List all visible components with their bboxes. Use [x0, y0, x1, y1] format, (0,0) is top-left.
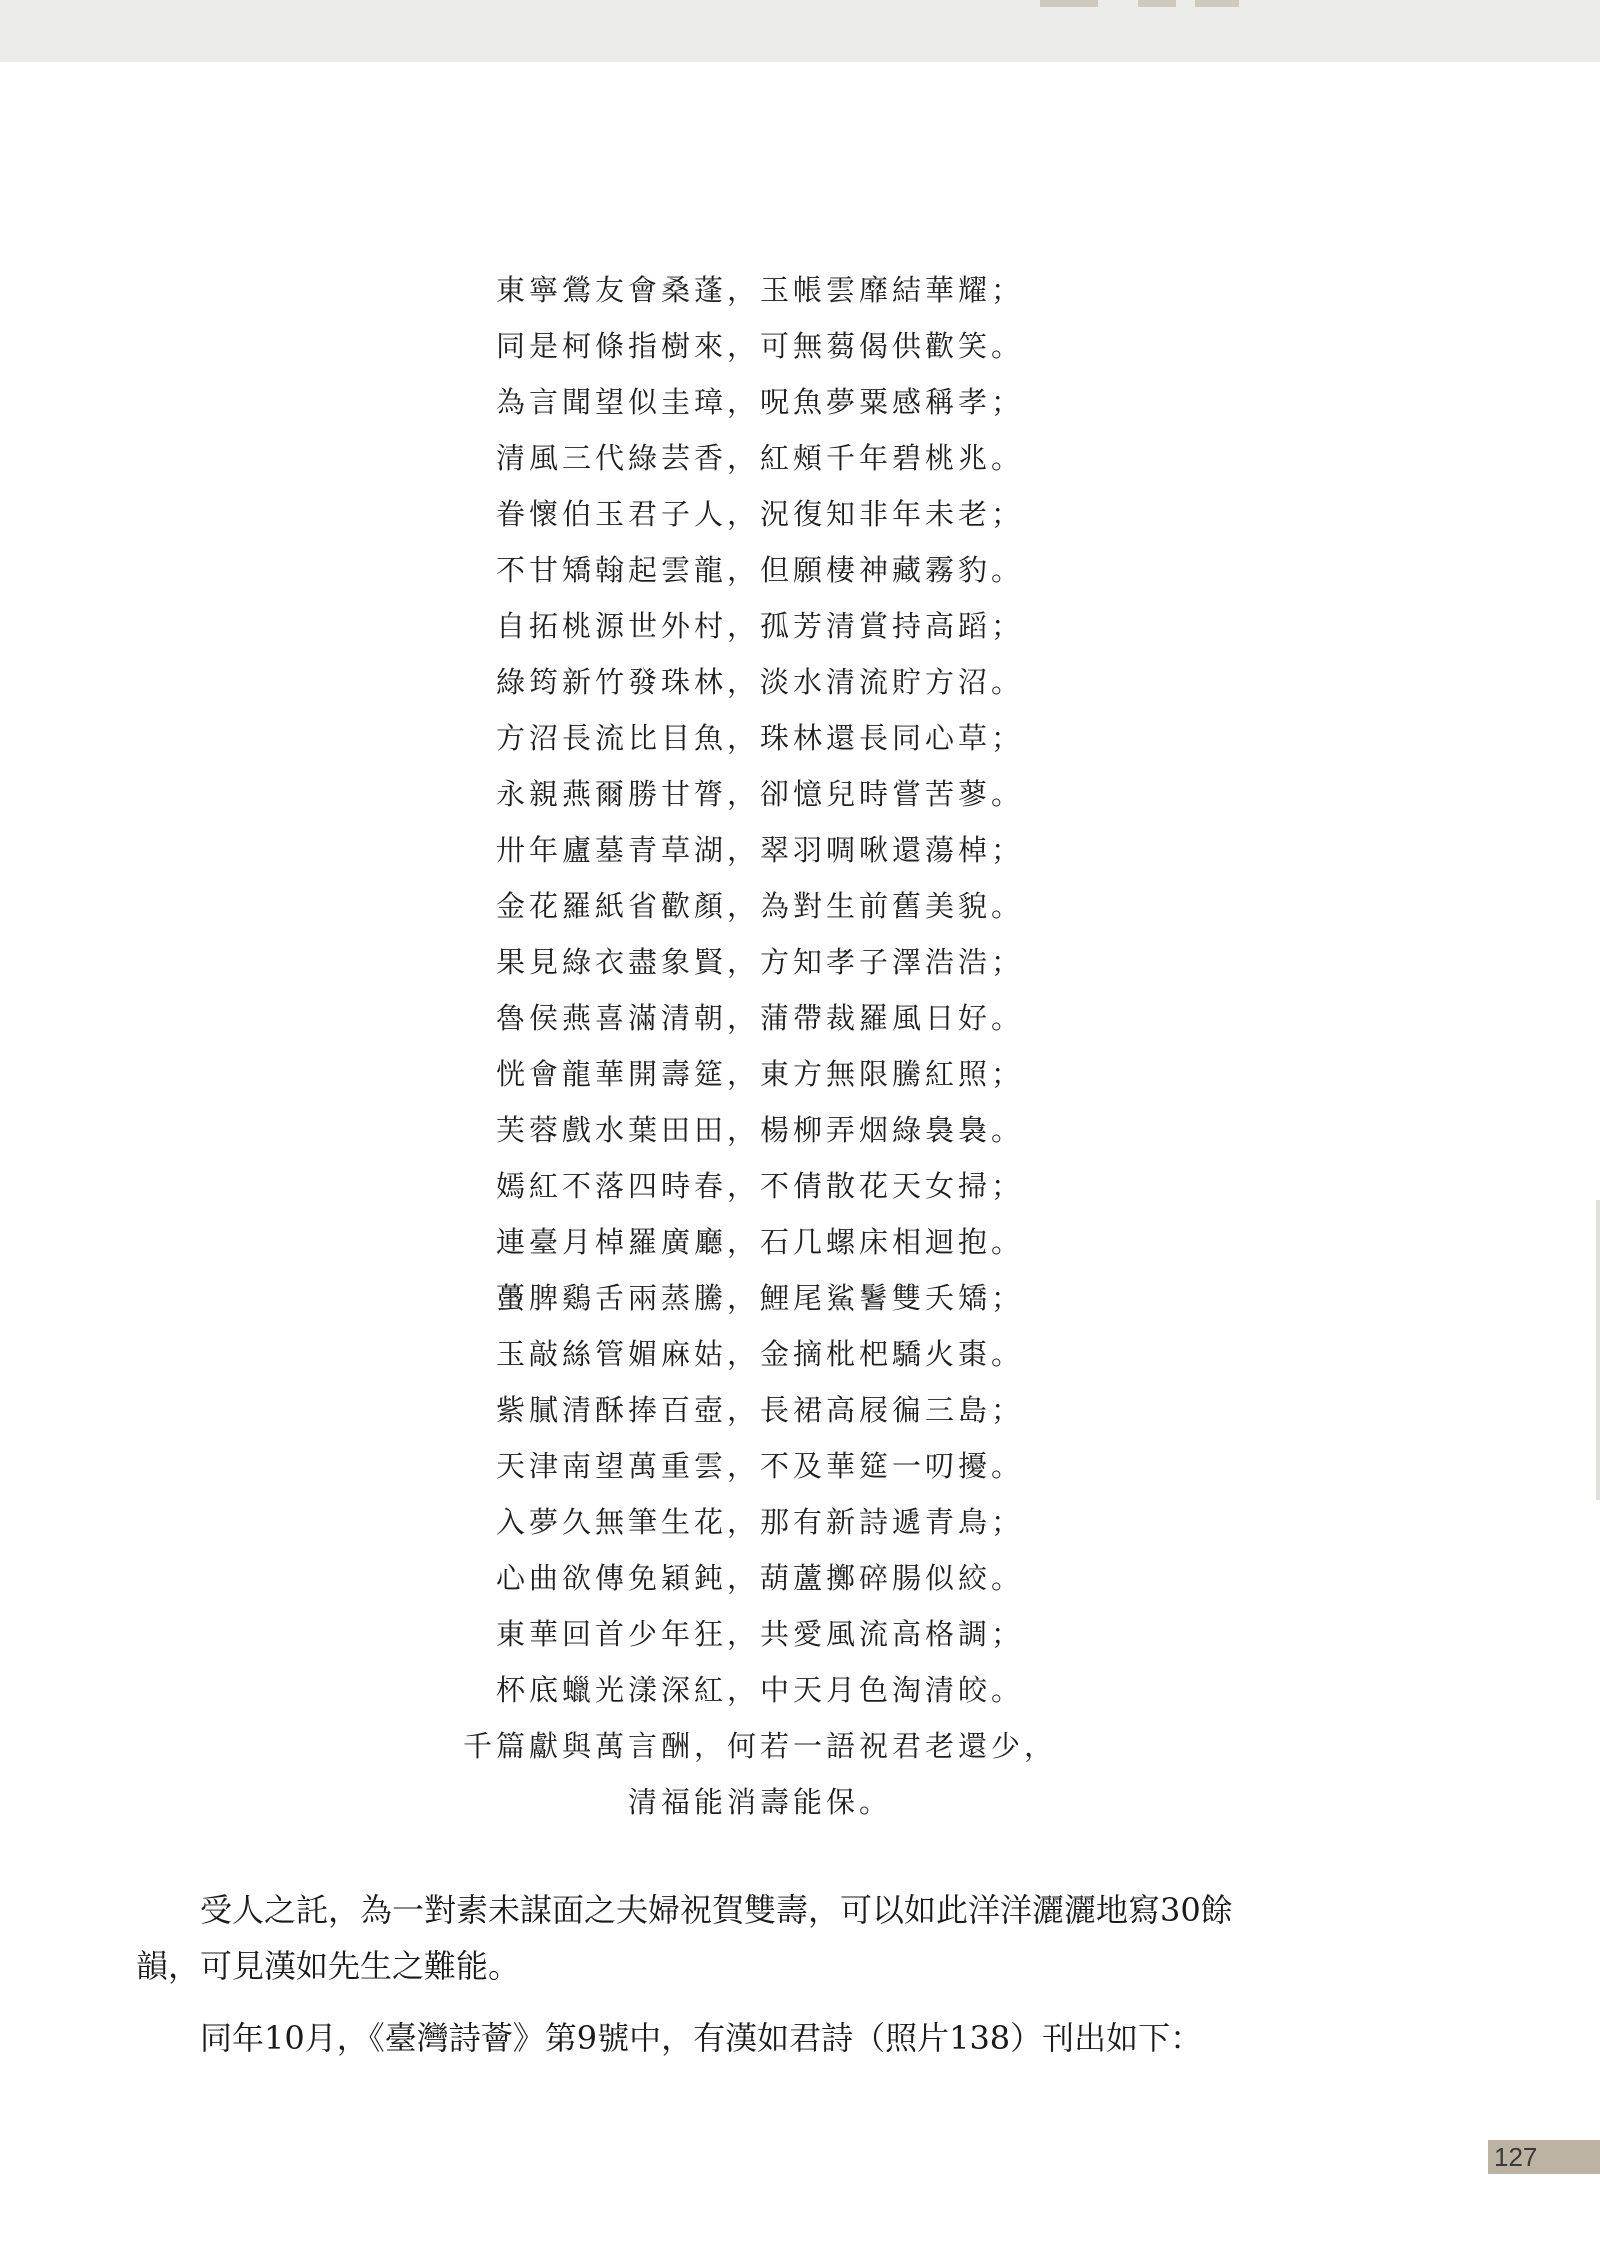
poem-line: 不甘矯翰起雲龍，但願棲神藏霧豹。 — [495, 553, 1024, 587]
scan-mark — [1040, 0, 1098, 7]
poem-line: 心曲欲傳免穎鈍，葫蘆擲碎腸似絞。 — [495, 1561, 1024, 1595]
scan-top-band — [0, 0, 1600, 62]
poem-line: 入夢久無筆生花，那有新詩遞青鳥； — [495, 1505, 1024, 1539]
poem-line: 永親燕爾勝甘膂，卻憶兒時嘗苦蓼。 — [495, 777, 1024, 811]
page-edge-shadow — [1596, 1200, 1600, 1500]
scan-mark — [1195, 0, 1239, 7]
poem-line: 天津南望萬重雲，不及華筵一叨擾。 — [495, 1449, 1024, 1483]
poem-line: 卅年廬墓青草湖，翠羽啁啾還蕩棹； — [495, 833, 1024, 867]
poem-line: 東華回首少年狂，共愛風流高格調； — [495, 1617, 1024, 1651]
poem-line: 連臺月棹羅廣廳，石几螺床相迴抱。 — [495, 1225, 1024, 1259]
poem-line: 眷懷伯玉君子人，況復知非年未老； — [495, 497, 1024, 531]
poem-line: 果見綠衣盡象賢，方知孝子澤浩浩； — [495, 945, 1024, 979]
poem-line: 同是柯條指樹來，可無蒭偈供歡笑。 — [495, 329, 1024, 363]
poem-line: 千篇獻與萬言酬，何若一語祝君老還少， — [462, 1729, 1057, 1763]
poem-line: 為言聞望似圭璋，呪魚夢粟感稱孝； — [495, 385, 1024, 419]
poem-line: 玉敲絲管媚麻姑，金摘枇杷驕火棗。 — [495, 1337, 1024, 1371]
poem-line: 芙蓉戲水葉田田，楊柳弄烟綠裊裊。 — [495, 1113, 1024, 1147]
poem-line: 杯底蠟光漾深紅，中天月色淘清皎。 — [495, 1673, 1024, 1707]
poem-line: 金花羅紙省歡顏，為對生前舊美貌。 — [495, 889, 1024, 923]
poem-line: 紫膩清酥捧百壺，長裙高屐徧三島； — [495, 1393, 1024, 1427]
poem-line: 自拓桃源世外村，孤芳清賞持高蹈； — [495, 609, 1024, 643]
poem-line: 東寧鶯友會桑蓬，玉帳雲靡結華耀； — [495, 273, 1024, 307]
poem-line: 魯侯燕喜滿清朝，蒲帶裁羅風日好。 — [495, 1001, 1024, 1035]
poem-line: 清福能消壽能保。 — [627, 1785, 892, 1819]
poem-line: 恍會龍華開壽筵，東方無限騰紅照； — [495, 1057, 1024, 1091]
poem-line: 方沼長流比目魚，珠林還長同心草； — [495, 721, 1024, 755]
page-number: 127 — [1488, 2140, 1600, 2174]
prose-paragraph-2: 同年10月，《臺灣詩薈》第9號中，有漢如君詩（照片138）刊出如下： — [200, 2019, 1203, 2057]
prose-paragraph-1-line-1: 受人之託，為一對素未謀面之夫婦祝賀雙壽，可以如此洋洋灑灑地寫30餘 — [200, 1891, 1233, 1929]
poem-line: 清風三代綠芸香，紅頰千年碧桃兆。 — [495, 441, 1024, 475]
poem-line: 嫣紅不落四時春，不倩散花天女掃； — [495, 1169, 1024, 1203]
poem-line: 蠆脾鷄舌兩蒸騰，鯉尾鯊鬐雙夭矯； — [495, 1281, 1024, 1315]
prose-paragraph-1-line-2: 韻，可見漢如先生之難能。 — [136, 1947, 521, 1985]
poem-line: 綠筠新竹發珠林，淡水清流貯方沼。 — [495, 665, 1024, 699]
scan-mark — [1138, 0, 1176, 7]
